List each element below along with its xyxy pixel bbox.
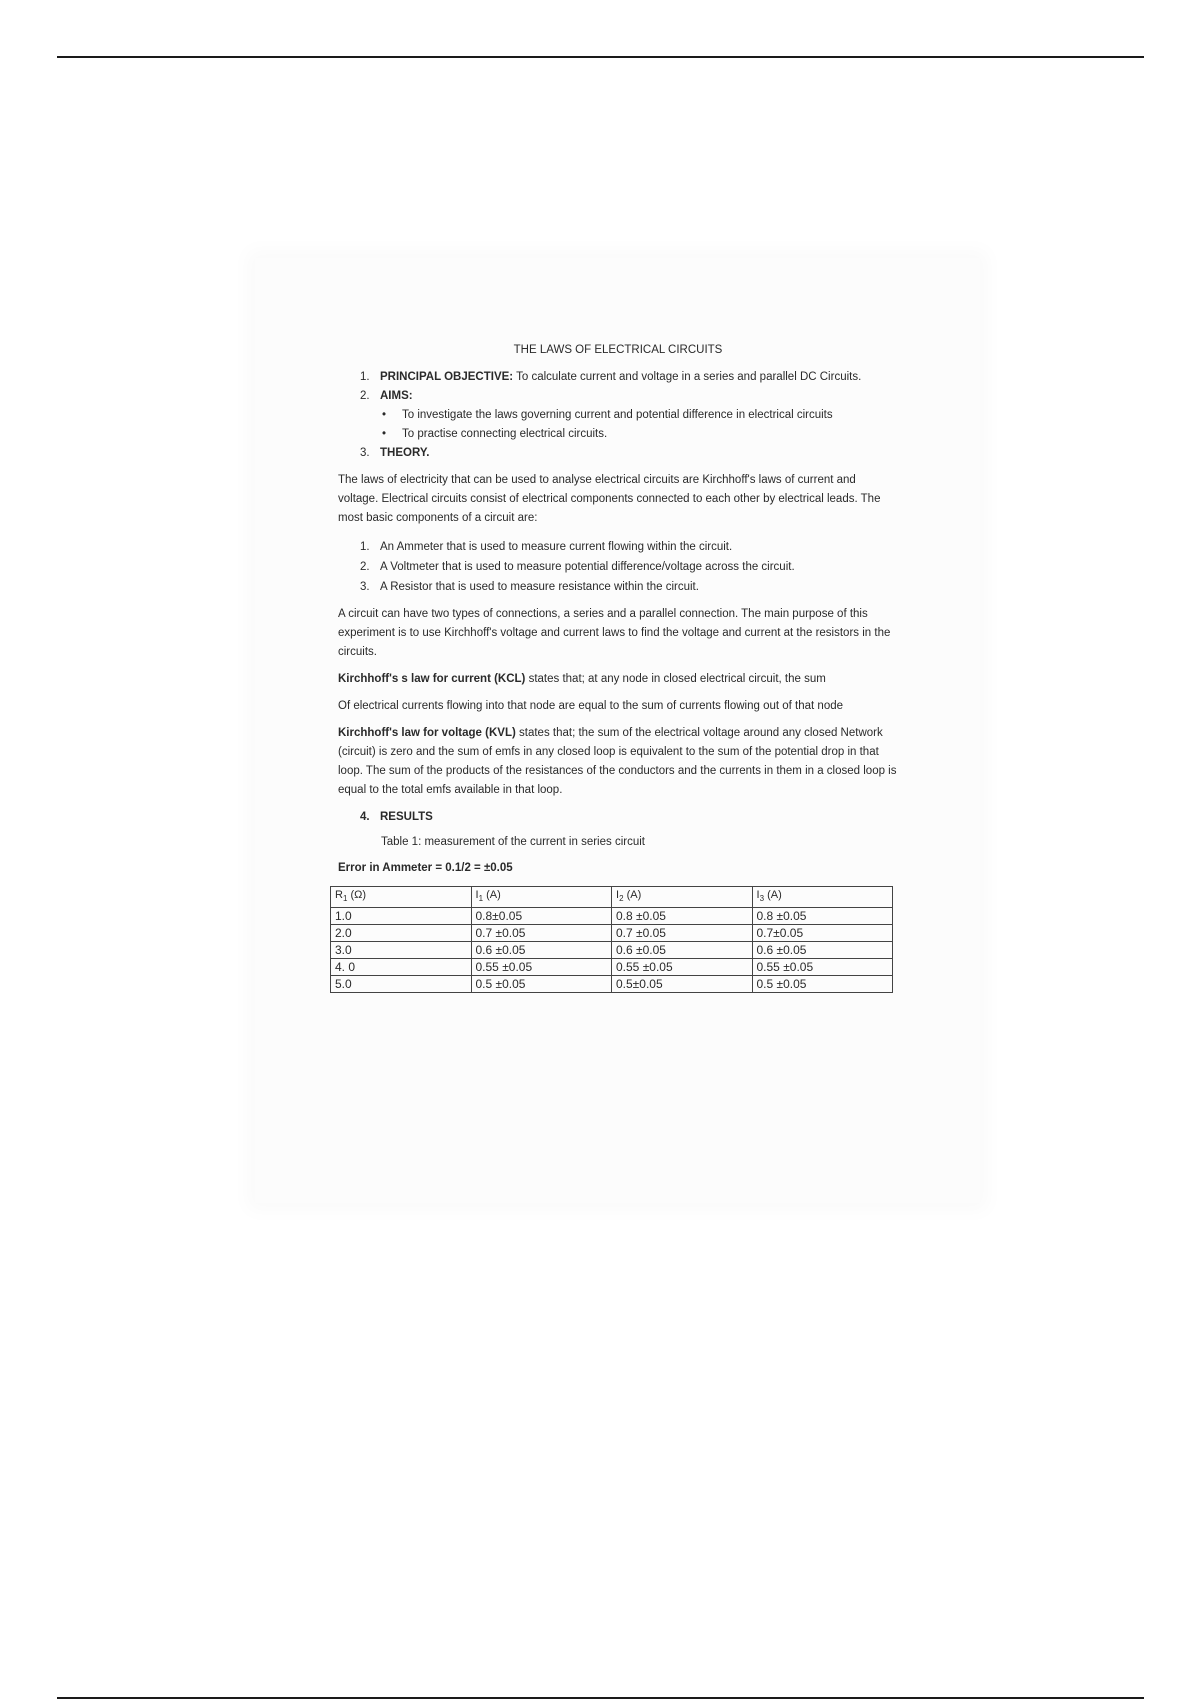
table-cell: 0.5 ±0.05 [471,976,612,993]
results-number: 4. [360,811,370,823]
connections-paragraph: A circuit can have two types of connections, a series and a parallel connection. The main purpose of this experiment is to use Kirchhoff's voltage and current laws to find the voltage and current at the resistors in the circuits. [338,608,891,658]
table-cell: 0.55 ±0.05 [471,959,612,976]
aims-bullet-text: To practise connecting electrical circuits. [402,428,608,440]
aims-item [338,387,898,406]
table-cell: 0.8 ±0.05 [752,908,893,925]
component-item [338,558,898,577]
table-cell: 0.7 ±0.05 [612,925,753,942]
aims-label: AIMS: [380,390,413,402]
document-title: THE LAWS OF ELECTRICAL CIRCUITS [513,344,723,356]
component-text: An Ammeter that is used to measure current flowing within the circuit. [380,541,733,553]
footer-rule [57,1697,1144,1699]
aims-bullet [338,425,898,444]
kvl-label: Kirchhoff's law for voltage (KVL) [338,727,516,739]
table-cell: 0.6 ±0.05 [612,942,753,959]
theory-item [338,444,898,463]
theory-intro: The laws of electricity that can be used to analyse electrical circuits are Kirchhoff's laws of current and voltage. Electrical circuits consist of electrical components connected to each other by electrical leads. The most basic components of a circuit are: [338,474,881,524]
table-cell: 0.8±0.05 [471,908,612,925]
results-table [330,886,893,993]
component-item [338,538,898,557]
kcl-paragraph [338,670,898,689]
results-item [338,808,898,827]
table-row [331,925,893,942]
table-header-row [331,887,893,908]
component-text: A Resistor that is used to measure resistance within the circuit. [380,581,699,593]
components-list [338,538,898,597]
kcl-label: Kirchhoff's s law for current (KCL) [338,673,526,685]
header-cell: $I_1$ (A) [471,887,612,908]
component-text: A Voltmeter that is used to measure potential difference/voltage across the circuit. [380,561,795,573]
table-cell: 3.0 [331,942,472,959]
aims-bullet-text: To investigate the laws governing current and potential difference in electrical circuits [402,409,833,421]
table-cell: 0.6 ±0.05 [471,942,612,959]
objective-number: 1. [360,371,370,383]
kcl-text: states that; at any node in closed electrical circuit, the sum [525,673,826,685]
table-cell: 0.5 ±0.05 [752,976,893,993]
header-cell: $I_3$ (A) [752,887,893,908]
kvl-text: states that; the sum of the electrical voltage around any closed Network (circuit) is zero and the sum of emfs in any closed loop is equivalent to the sum of the potential drop in that loop. The sum of the products of the resistances of the conductors and the currents in them in a closed loop is equal to the total emfs available in that loop. [338,727,897,796]
table-cell: 5.0 [331,976,472,993]
bullet-icon: • [382,409,387,421]
error-line: Error in Ammeter = 0.1/2 = ±0.05 [338,862,513,874]
component-number: 1. [360,541,370,553]
table-cell: 0.8 ±0.05 [612,908,753,925]
document-body [335,338,898,993]
table-cell: 0.55 ±0.05 [612,959,753,976]
kvl-paragraph [338,724,898,800]
table-row [331,942,893,959]
table-cell: 0.7 ±0.05 [471,925,612,942]
table-caption: Table 1: measurement of the current in series circuit [381,836,645,848]
table-cell: 0.55 ±0.05 [752,959,893,976]
bullet-icon: • [382,428,387,440]
theory-number: 3. [360,447,370,459]
table-cell: 0.6 ±0.05 [752,942,893,959]
objective-text: To calculate current and voltage in a series and parallel DC Circuits. [513,371,862,383]
component-item [338,578,898,597]
table-cell: 0.7±0.05 [752,925,893,942]
header-rule [57,56,1144,58]
header-cell: $I_2$ (A) [612,887,753,908]
table-cell: 0.5±0.05 [612,976,753,993]
table-cell: 2.0 [331,925,472,942]
objective-label: PRINCIPAL OBJECTIVE: [380,371,514,383]
table-row [331,959,893,976]
component-number: 3. [360,581,370,593]
table-row [331,976,893,993]
theory-label: THEORY. [380,447,430,459]
objective-item [338,368,898,387]
aims-bullet [338,406,898,425]
component-number: 2. [360,561,370,573]
results-table-body [331,887,893,993]
header-cell: $R_1$ (Ω) [331,887,472,908]
table-cell: 4. 0 [331,959,472,976]
results-label: RESULTS [380,811,433,823]
table-cell: 1.0 [331,908,472,925]
table-row [331,908,893,925]
aims-number: 2. [360,390,370,402]
kcl-continuation: Of electrical currents flowing into that node are equal to the sum of currents flowing out of that node [338,700,844,712]
